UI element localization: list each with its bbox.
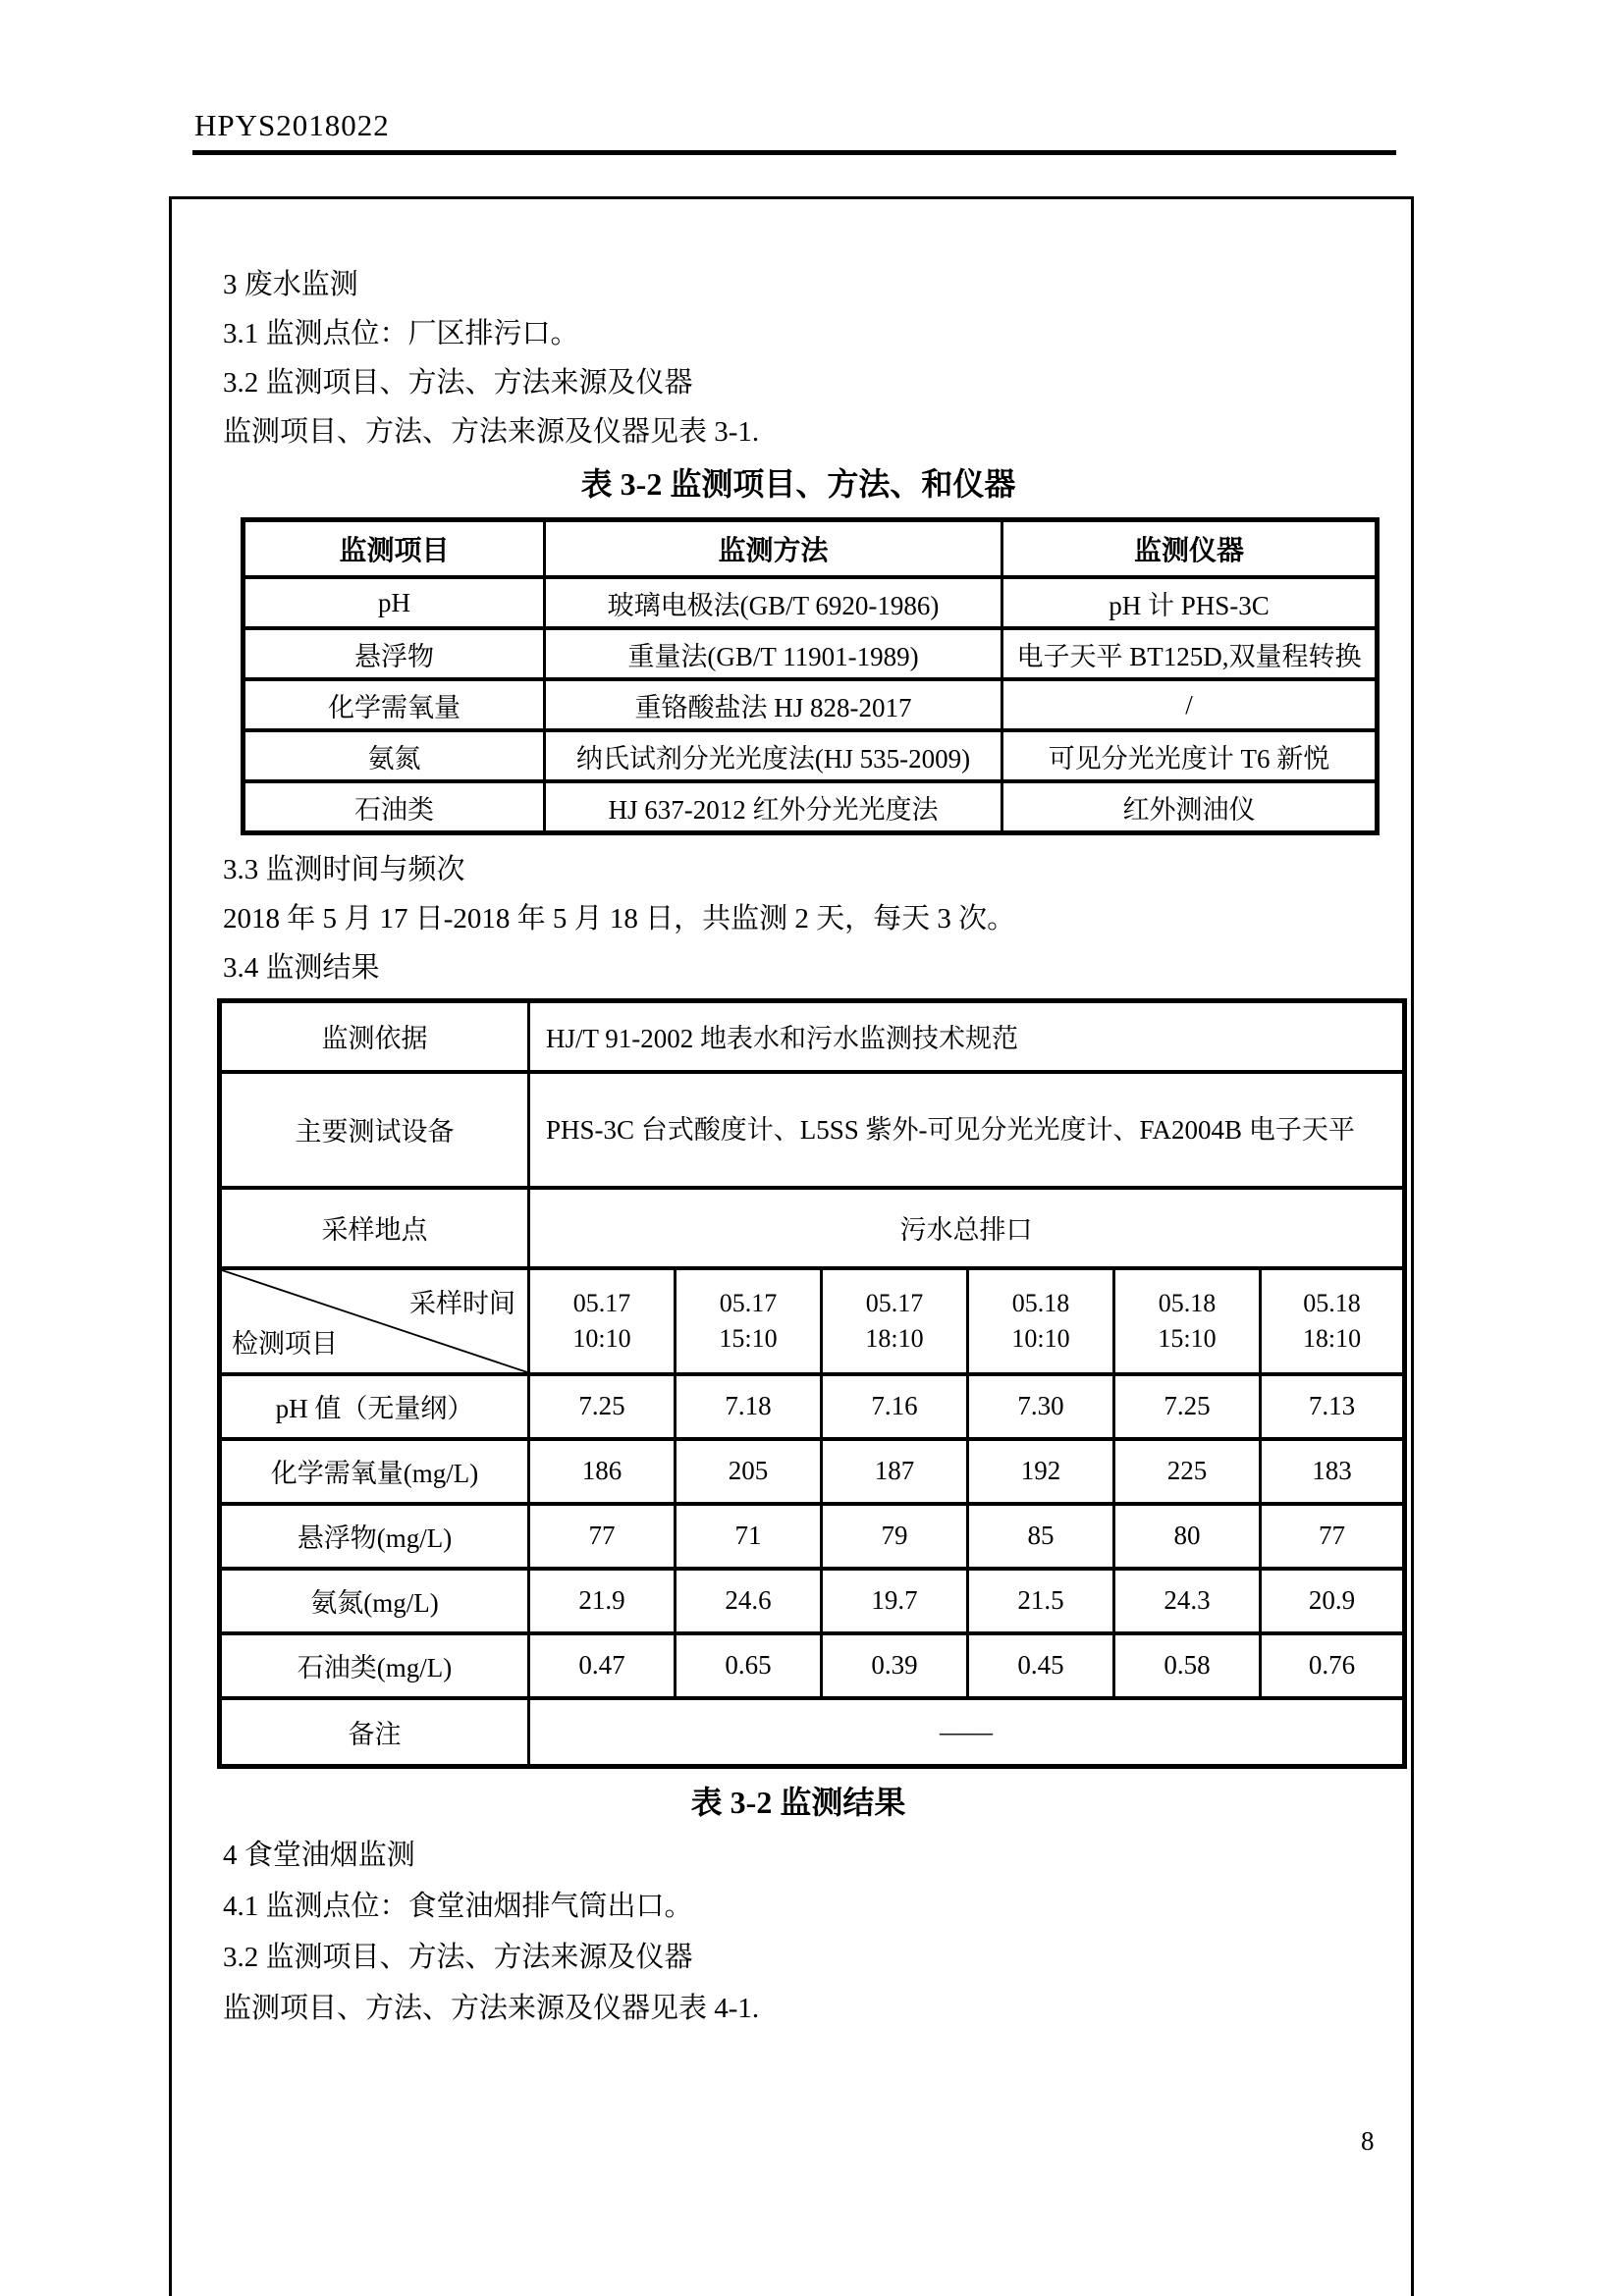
value-cell: 77: [1261, 1504, 1405, 1569]
value-cell: 20.9: [1261, 1569, 1405, 1633]
methods-col-header: 监测仪器: [1002, 520, 1378, 578]
sample-time-cell: 05.18 18:10: [1261, 1268, 1405, 1374]
doc-number: HPYS2018022: [194, 108, 390, 142]
methods-row: [244, 679, 1378, 730]
section3-2-text: 3.2 监测项目、方法、方法来源及仪器: [223, 367, 693, 399]
section3-heading: 3 废水监测: [223, 269, 358, 300]
equipment-value: PHS-3C 台式酸度计、L5SS 紫外-可见分光光度计、FA2004B 电子天平: [529, 1072, 1405, 1188]
value-cell: 225: [1114, 1439, 1261, 1504]
methods-row: [244, 628, 1378, 679]
method-cell: 玻璃电极法(GB/T 6920-1986): [545, 577, 1002, 628]
method-cell: 重铬酸盐法 HJ 828-2017: [545, 679, 1002, 730]
methods-col-header: 监测项目: [244, 520, 545, 578]
diagonal-label-sample-time: 采样时间: [409, 1288, 515, 1318]
instrument-cell: 红外测油仪: [1002, 781, 1378, 833]
instrument-cell: 电子天平 BT125D,双量程转换: [1002, 628, 1378, 679]
results-table: [217, 998, 1407, 1769]
value-cell: 187: [822, 1439, 968, 1504]
section4-heading: 4 食堂油烟监测: [223, 1840, 415, 1871]
section3-3-text: 3.3 监测时间与频次: [223, 854, 465, 885]
row-label: 化学需氧量(mg/L): [220, 1439, 529, 1504]
remark-value: ——: [529, 1698, 1405, 1767]
methods-table-caption: 表 3-2 监测项目、方法、和仪器: [580, 466, 1016, 502]
result-row-ph: [220, 1374, 1405, 1439]
section4-2-note: 监测项目、方法、方法来源及仪器见表 4-1.: [223, 1993, 760, 2024]
sample-time-cell: 05.18 15:10: [1114, 1268, 1261, 1374]
section3-2-note: 监测项目、方法、方法来源及仪器见表 3-1.: [223, 416, 760, 448]
methods-row: [244, 781, 1378, 833]
section4-1-text: 4.1 监测点位：食堂油烟排气筒出口。: [223, 1891, 693, 1922]
value-cell: 19.7: [822, 1569, 968, 1633]
content-border-box: [169, 196, 1414, 2296]
basis-value: HJ/T 91-2002 地表水和污水监测技术规范: [529, 1001, 1405, 1072]
instrument-cell: pH 计 PHS-3C: [1002, 577, 1378, 628]
value-cell: 7.18: [676, 1374, 822, 1439]
section3-4-text: 3.4 监测结果: [223, 952, 380, 984]
row-label: 采样地点: [220, 1188, 529, 1268]
row-label: 主要测试设备: [220, 1072, 529, 1188]
value-cell: 205: [676, 1439, 822, 1504]
value-cell: 186: [529, 1439, 676, 1504]
page-number: 8: [1361, 2126, 1375, 2156]
value-cell: 7.25: [529, 1374, 676, 1439]
methods-header-row: [244, 520, 1378, 578]
basis-row: [220, 1001, 1405, 1072]
row-label: 氨氮(mg/L): [220, 1569, 529, 1633]
sample-time-cell: 05.18 10:10: [968, 1268, 1114, 1374]
result-row-nh3n: [220, 1569, 1405, 1633]
value-cell: 21.9: [529, 1569, 676, 1633]
row-label: 备注: [220, 1698, 529, 1767]
value-cell: 7.25: [1114, 1374, 1261, 1439]
sample-time-cell: 05.17 18:10: [822, 1268, 968, 1374]
value-cell: 0.76: [1261, 1633, 1405, 1698]
method-item-cell: 氨氮: [244, 730, 545, 781]
method-cell: 纳氏试剂分光光度法(HJ 535-2009): [545, 730, 1002, 781]
result-row-ss: [220, 1504, 1405, 1569]
methods-row: [244, 730, 1378, 781]
row-label: 悬浮物(mg/L): [220, 1504, 529, 1569]
remark-row: [220, 1698, 1405, 1767]
value-cell: 183: [1261, 1439, 1405, 1504]
value-cell: 192: [968, 1439, 1114, 1504]
method-cell: 重量法(GB/T 11901-1989): [545, 628, 1002, 679]
value-cell: 85: [968, 1504, 1114, 1569]
row-label: 监测依据: [220, 1001, 529, 1072]
instrument-cell: 可见分光光度计 T6 新悦: [1002, 730, 1378, 781]
value-cell: 24.6: [676, 1569, 822, 1633]
value-cell: 7.30: [968, 1374, 1114, 1439]
row-label: 石油类(mg/L): [220, 1633, 529, 1698]
diagonal-label-test-item: 检测项目: [232, 1328, 338, 1359]
result-row-oil: [220, 1633, 1405, 1698]
method-item-cell: 化学需氧量: [244, 679, 545, 730]
method-cell: HJ 637-2012 红外分光光度法: [545, 781, 1002, 833]
value-cell: 0.47: [529, 1633, 676, 1698]
value-cell: 79: [822, 1504, 968, 1569]
location-value: 污水总排口: [529, 1188, 1405, 1268]
section4-2-text: 3.2 监测项目、方法、方法来源及仪器: [223, 1942, 693, 1973]
method-item-cell: 悬浮物: [244, 628, 545, 679]
section3-1-text: 3.1 监测点位：厂区排污口。: [223, 318, 579, 349]
value-cell: 7.16: [822, 1374, 968, 1439]
value-cell: 0.65: [676, 1633, 822, 1698]
methods-row: [244, 577, 1378, 628]
sample-time-cell: 05.17 15:10: [676, 1268, 822, 1374]
diagonal-split-cell: [220, 1268, 529, 1374]
instrument-cell: /: [1002, 679, 1378, 730]
value-cell: 77: [529, 1504, 676, 1569]
method-item-cell: pH: [244, 577, 545, 628]
value-cell: 24.3: [1114, 1569, 1261, 1633]
value-cell: 7.13: [1261, 1374, 1405, 1439]
result-row-cod: [220, 1439, 1405, 1504]
header-rule: [192, 150, 1396, 155]
value-cell: 80: [1114, 1504, 1261, 1569]
sample-time-cell: 05.17 10:10: [529, 1268, 676, 1374]
methods-col-header: 监测方法: [545, 520, 1002, 578]
value-cell: 0.39: [822, 1633, 968, 1698]
value-cell: 0.45: [968, 1633, 1114, 1698]
method-item-cell: 石油类: [244, 781, 545, 833]
value-cell: 71: [676, 1504, 822, 1569]
value-cell: 21.5: [968, 1569, 1114, 1633]
value-cell: 0.58: [1114, 1633, 1261, 1698]
methods-table: [241, 517, 1380, 835]
location-row: [220, 1188, 1405, 1268]
sample-time-header-row: [220, 1268, 1405, 1374]
equipment-row: [220, 1072, 1405, 1188]
results-table-caption: 表 3-2 监测结果: [690, 1785, 906, 1820]
section3-3-note: 2018 年 5 月 17 日-2018 年 5 月 18 日，共监测 2 天，每天 3 次。: [223, 903, 1016, 934]
row-label: pH 值（无量纲）: [220, 1374, 529, 1439]
